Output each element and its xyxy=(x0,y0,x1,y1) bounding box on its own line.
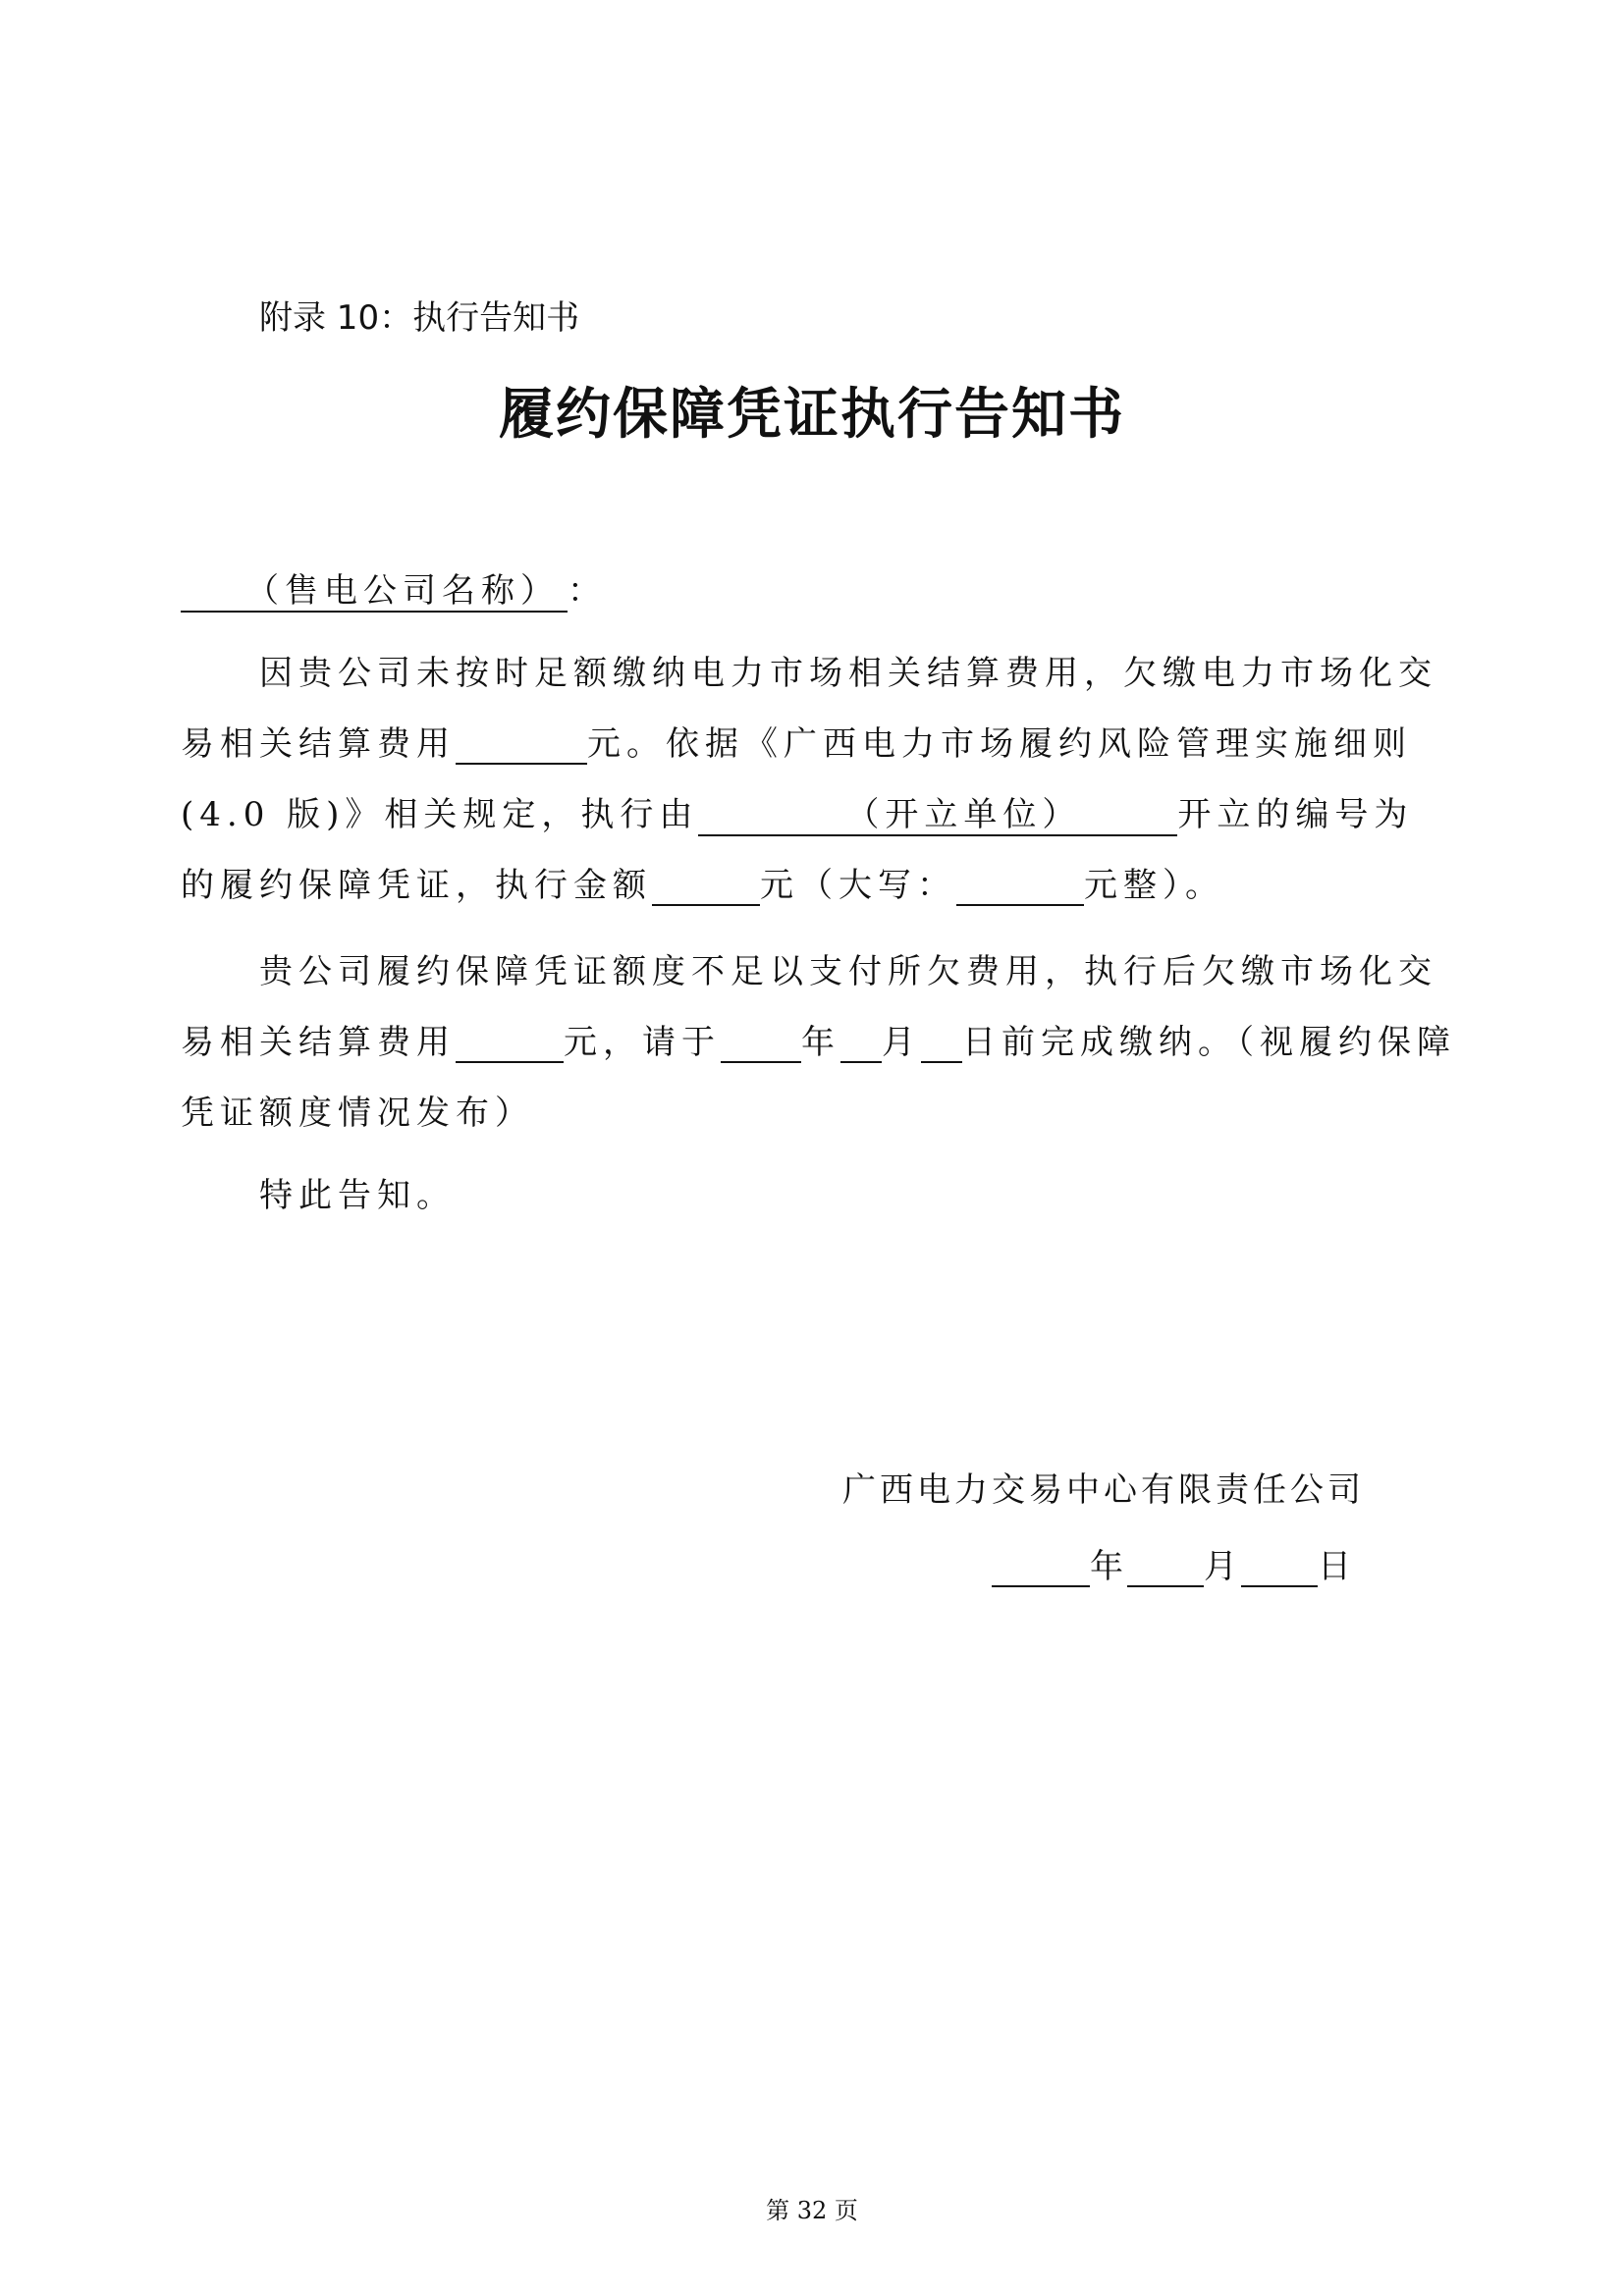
para2-line2-c: 年 xyxy=(801,1023,840,1062)
para2-line3: 凭证额度情况发布） xyxy=(181,1094,534,1133)
sign-year-blank xyxy=(992,1550,1090,1587)
para2-line2-a: 易相关结算费用 xyxy=(181,1023,456,1062)
para1-line4 xyxy=(181,858,1224,906)
para1-line4-b: 元（大写： xyxy=(760,866,956,905)
execution-amount-words-blank xyxy=(956,869,1084,906)
issuer-blank xyxy=(698,795,1177,836)
company-name-blank xyxy=(181,571,568,613)
para2-line2-b: 元，请于 xyxy=(564,1023,721,1062)
appendix-label: 附录 10：执行告知书 xyxy=(259,298,580,338)
deadline-day-blank xyxy=(921,1026,962,1063)
deadline-year-blank xyxy=(721,1026,801,1063)
para1-line2 xyxy=(181,717,1412,765)
sign-year-label: 年 xyxy=(1090,1547,1127,1586)
company-name-placeholder: （售电公司名称） xyxy=(245,571,560,611)
signature-date xyxy=(992,1539,1355,1587)
para2-line2-d: 月 xyxy=(882,1023,921,1062)
para1-line2-b: 元。依据《广西电力市场履约风险管理实施细则 xyxy=(587,724,1412,764)
para2-line2 xyxy=(181,1015,1456,1063)
para1-line3-a: (4.0 版)》相关规定，执行由 xyxy=(181,795,699,834)
sign-day-label: 日 xyxy=(1318,1547,1355,1586)
signature-org: 广西电力交易中心有限责任公司 xyxy=(842,1470,1365,1510)
para1-line3 xyxy=(181,787,1413,835)
deadline-month-blank xyxy=(840,1026,882,1063)
document-title: 履约保障凭证执行告知书 xyxy=(499,382,1125,447)
sign-day-blank xyxy=(1241,1550,1318,1587)
para1-line2-a: 易相关结算费用 xyxy=(181,724,456,764)
para2-line1: 贵公司履约保障凭证额度不足以支付所欠费用，执行后欠缴市场化交 xyxy=(259,952,1437,991)
issuer-placeholder: （开立单位） xyxy=(845,795,1082,834)
remaining-arrears-blank xyxy=(456,1026,564,1063)
salutation-colon: ： xyxy=(568,571,607,611)
sign-month-blank xyxy=(1127,1550,1204,1587)
salutation xyxy=(181,563,607,612)
para1-line3-b: 开立的编号为 xyxy=(1177,795,1414,834)
para2-line2-e: 日前完成缴纳。（视履约保障 xyxy=(962,1023,1456,1062)
closing-text: 特此告知。 xyxy=(259,1176,456,1215)
para1-line1: 因贵公司未按时足额缴纳电力市场相关结算费用，欠缴电力市场化交 xyxy=(259,654,1437,693)
para1-line4-c: 元整）。 xyxy=(1084,866,1224,905)
page-number: 第 32 页 xyxy=(766,2197,858,2224)
execution-amount-blank xyxy=(652,869,760,906)
arrears-amount-blank xyxy=(456,727,587,765)
sign-month-label: 月 xyxy=(1204,1547,1241,1586)
para1-line4-a: 的履约保障凭证，执行金额 xyxy=(181,866,652,905)
